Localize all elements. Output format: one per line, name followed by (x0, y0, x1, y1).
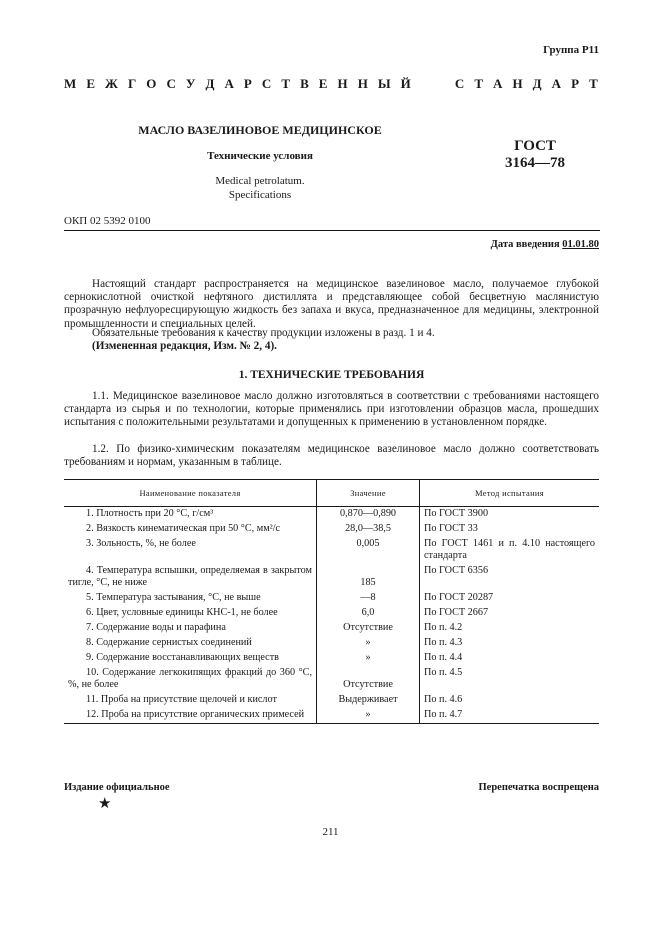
paragraph-scope: Настоящий стандарт распространяется на медицинское вазелиновое масло, получаемое глубокой сернокислотной очисткой нефтяного дистиллята и представляющее собой бесцветную маслянистую прозрачную нефлуоресцирующую жидкость без запаха и вкуса, предназначенное для медицины, электронной промышленности и специальных целей. (64, 278, 599, 330)
row-name: 3. Зольность, %, не более (64, 537, 317, 564)
banner-letter: Т (589, 76, 598, 91)
row-value: Выдерживает (317, 693, 420, 708)
banner-letter: Ы (377, 76, 391, 91)
row-value: Отсутствие (317, 666, 420, 693)
banner-word-gap (421, 76, 445, 92)
row-name: 8. Содержание сернистых соединений (64, 636, 317, 651)
table-row (64, 522, 599, 537)
banner-letter: Д (532, 76, 542, 91)
row-name: 12. Проба на присутствие органических примесей (64, 708, 317, 724)
row-value: » (317, 708, 420, 724)
banner-letter: В (300, 76, 309, 91)
banner-letter: С (454, 76, 465, 91)
banner-letter: А (493, 76, 503, 91)
row-method: По ГОСТ 20287 (424, 592, 494, 603)
banner-letter: Н (337, 76, 348, 91)
table-row (64, 636, 599, 651)
english-title-line2: Specifications (228, 189, 292, 201)
banner-letter: А (224, 76, 234, 91)
banner-letter: М (64, 76, 77, 91)
row-value: 185 (317, 564, 420, 591)
row-value: 6,0 (317, 606, 420, 621)
banner-letter: Т (281, 76, 291, 91)
star-icon: ★ (98, 796, 112, 812)
row-name: 2. Вязкость кинематическая при 50 °С, мм²/с (64, 522, 317, 537)
banner-letter: А (551, 76, 562, 91)
banner-letter: У (185, 76, 196, 91)
table-row (64, 708, 599, 724)
banner-letter: Ж (105, 76, 118, 91)
page-number: 211 (322, 826, 339, 838)
paragraph-mandatory: Обязательные требования к качеству продукции изложены в разд. 1 и 4. (92, 327, 435, 339)
banner-letter: Р (243, 76, 252, 91)
banner-letter: Е (86, 76, 95, 91)
row-method: По п. 4.5 (424, 667, 463, 678)
section-heading: 1. ТЕХНИЧЕСКИЕ ТРЕБОВАНИЯ (238, 369, 425, 381)
row-method: По п. 4.2 (424, 622, 463, 633)
reprint-prohibited-label: Перепечатка воспрещена (478, 782, 599, 793)
okp-code: ОКП 02 5392 0100 (64, 215, 151, 227)
row-name: 1. Плотность при 20 °С, г/см³ (64, 507, 317, 523)
column-header-value: Значение (317, 480, 420, 507)
row-method: По ГОСТ 2667 (424, 607, 489, 618)
banner-letter: Р (571, 76, 580, 91)
row-name: 11. Проба на присутствие щелочей и кислот (64, 693, 317, 708)
paragraph-amendment: (Измененная редакция, Изм. № 2, 4). (92, 340, 277, 352)
banner-letter: Н (357, 76, 368, 91)
column-header-name: Наименование показателя (64, 480, 317, 507)
row-method: По ГОСТ 6356 (424, 565, 489, 576)
row-value: » (317, 636, 420, 651)
row-method: По п. 4.3 (424, 637, 463, 648)
table-row (64, 666, 599, 693)
row-value: 0,005 (317, 537, 420, 564)
banner-letter: Д (205, 76, 215, 91)
requirements-table (64, 479, 599, 724)
banner-letter: О (146, 76, 157, 91)
column-header-method: Метод испытания (420, 480, 600, 507)
table-row (64, 564, 599, 591)
row-name: 4. Температура вспышки, определяемая в закрытом тигле, °С, не ниже (64, 564, 317, 591)
intro-date-value: 01.01.80 (562, 239, 599, 250)
introduction-date (491, 239, 599, 250)
banner-letter: Н (512, 76, 523, 91)
gost-label: ГОСТ (514, 138, 556, 154)
paragraph-1-1: 1.1. Медицинское вазелиновое масло должно изготовляться в соответствии с требованиями настоящего стандарта из сырья и по технологии, которые применялись при изготовлении образцов масла, прошедших испытания с положительными результатами и допущенных к применению в установленном порядке. (64, 390, 599, 429)
row-name: 5. Температура застывания, °С, не выше (64, 591, 317, 606)
row-name: 7. Содержание воды и парафина (64, 621, 317, 636)
row-name: 6. Цвет, условные единицы КНС-1, не более (64, 606, 317, 621)
row-method: По п. 4.4 (424, 652, 463, 663)
document-title: МАСЛО ВАЗЕЛИНОВОЕ МЕДИЦИНСКОЕ (138, 123, 382, 137)
standard-banner (64, 76, 598, 92)
banner-letter: Т (474, 76, 483, 91)
table-row (64, 591, 599, 606)
group-label: Группа Р11 (543, 44, 599, 56)
row-method: По п. 4.7 (420, 708, 600, 724)
banner-letter: Е (318, 76, 328, 91)
table-header-row (64, 480, 599, 507)
document-subtitle: Технические условия (207, 150, 313, 162)
table-row (64, 651, 599, 666)
paragraph-1-2: 1.2. По физико-химическим показателям медицинское вазелиновое масло должно соответствовать требованиям и нормам, указанным в таблице. (64, 443, 599, 469)
row-name: 9. Содержание восстанавливающих веществ (64, 651, 317, 666)
english-title-line1: Medical petrolatum. (215, 175, 305, 187)
row-name: 10. Содержание легкокипящих фракций до 360 °С, %, не более (64, 666, 317, 693)
row-method: По ГОСТ 33 (424, 523, 478, 534)
row-value: —8 (317, 591, 420, 606)
banner-letter: Г (127, 76, 137, 91)
row-value: 0,870—0,890 (317, 507, 420, 523)
header-divider (64, 230, 600, 231)
row-method: По ГОСТ 1461 и п. 4.10 настоящего стандарта (424, 538, 595, 561)
table-row (64, 507, 599, 523)
official-edition-label: Издание официальное (64, 782, 170, 793)
intro-label: Дата введения (490, 239, 560, 250)
row-method: По п. 4.6 (424, 694, 463, 705)
table-row (64, 693, 599, 708)
banner-letter: Й (400, 76, 411, 91)
row-value: 28,0—38,5 (317, 522, 420, 537)
table-row (64, 537, 599, 564)
row-value: » (317, 651, 420, 666)
gost-number: 3164—78 (505, 155, 565, 171)
banner-letter: С (261, 76, 272, 91)
row-method: По ГОСТ 3900 (424, 508, 489, 519)
banner-letter: С (166, 76, 176, 91)
table-row (64, 606, 599, 621)
table-row (64, 621, 599, 636)
row-value: Отсутствие (317, 621, 420, 636)
